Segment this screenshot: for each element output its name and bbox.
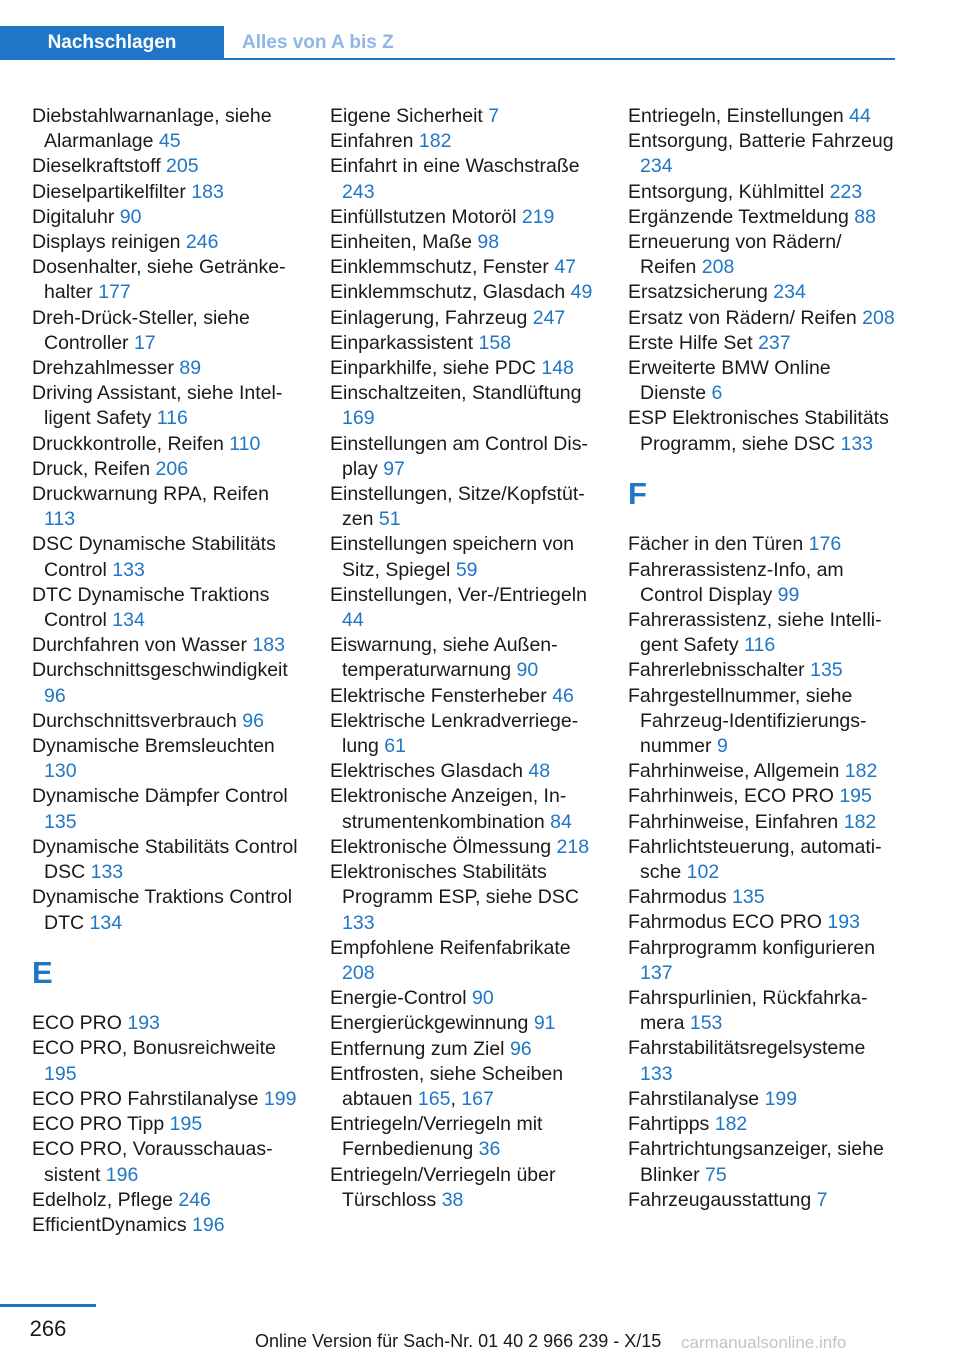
entry-term: Fächer in den Türen (628, 533, 804, 556)
page-link[interactable]: 133 (840, 432, 874, 455)
page-link[interactable]: 90 (119, 205, 142, 228)
index-entry (330, 1011, 602, 1036)
tab-alles-von-a-bis-z[interactable]: Alles von A bis Z (242, 32, 394, 53)
page-link[interactable]: 199 (263, 1087, 297, 1110)
page-number: 266 (29, 1316, 67, 1341)
index-entry (330, 129, 602, 154)
page-link[interactable]: 158 (478, 331, 512, 354)
page-link[interactable]: 49 (570, 281, 593, 304)
index-entry (330, 684, 602, 709)
index-entry (330, 1112, 602, 1162)
page-link[interactable]: 193 (827, 911, 860, 934)
index-entry (32, 1087, 304, 1112)
page-link[interactable]: 88 (854, 205, 876, 228)
index-entry (628, 1036, 900, 1086)
index-entry (628, 810, 900, 835)
index-entry (330, 432, 602, 482)
entry-term: Elektronische Anzeigen, Instrumentenkombination (330, 785, 567, 833)
index-entry (628, 230, 900, 280)
index-entry (628, 532, 900, 557)
index-entry (32, 709, 304, 734)
page-link[interactable]: 246 (185, 231, 219, 254)
page-link[interactable]: 137 (640, 961, 673, 984)
page-link[interactable]: 182 (843, 810, 877, 833)
index-entry (330, 835, 602, 860)
entry-term: Empfohlene Reifenfabrikate (330, 936, 571, 959)
entry-term: Dynamische Dämpfer Control (32, 785, 288, 808)
page-link[interactable]: 234 (640, 155, 673, 178)
index-entry (628, 406, 900, 456)
entry-term: Einfahren (330, 130, 414, 153)
entry-term: Einstellungen, Ver-/Entriegeln (330, 583, 587, 606)
entry-term: Entfernung zum Ziel (330, 1037, 505, 1060)
index-entry (32, 583, 304, 633)
index-entry (32, 1112, 304, 1137)
index-entry (32, 835, 304, 885)
index-entry (330, 306, 602, 331)
entry-term: Elektrische Lenkradverriegelung (330, 709, 579, 758)
index-entry (32, 205, 304, 230)
page-link[interactable]: 36 (478, 1138, 501, 1161)
entry-term: Dynamische Traktions Control DTC (32, 886, 293, 934)
entry-term: Fahrlichtsteuerung, automatische (628, 835, 882, 884)
index-entry (628, 684, 900, 760)
entry-term: Fahrstabilitätsregelsysteme (628, 1037, 866, 1060)
entry-term: Eigene Sicherheit (330, 105, 483, 127)
index-entry (628, 658, 900, 683)
entry-term: Durchschnittsgeschwindigkeit (32, 659, 288, 682)
entry-term: Entriegeln, Einstellungen (628, 105, 844, 127)
index-entry (32, 1036, 304, 1086)
tab-nachschlagen[interactable]: Nachschlagen (0, 26, 224, 60)
page-link[interactable]: 97 (383, 457, 405, 480)
page-link[interactable]: 96 (44, 684, 66, 707)
entry-term: Dieselkraftstoff (32, 155, 161, 178)
page-link[interactable]: 102 (686, 861, 720, 884)
index-entry (628, 205, 900, 230)
index-entry (330, 784, 602, 834)
index-entry (628, 1112, 900, 1137)
page-link[interactable]: 96 (242, 709, 264, 732)
page-link[interactable]: 176 (808, 533, 842, 556)
entry-term: Dieselpartikelfilter (32, 180, 186, 203)
entry-term: Fahrzeugausstattung (628, 1188, 812, 1211)
entry-term: Druck, Reifen (32, 457, 151, 480)
index-entry (628, 759, 900, 784)
entry-term: ESP Elektronisches Stabilitäts Programm, siehe DSC (628, 407, 889, 455)
page-link[interactable]: 133 (640, 1062, 673, 1085)
page-link[interactable]: 17 (133, 331, 156, 354)
index-entry (330, 986, 602, 1011)
entry-term: ECO PRO, Vorausschauassistent (32, 1138, 273, 1186)
entry-term: Ersatz von Rädern/ Reifen (628, 306, 857, 329)
page-link[interactable]: 135 (810, 659, 843, 682)
index-entry (330, 1037, 602, 1062)
index-entry (32, 658, 304, 708)
page-link[interactable]: 135 (44, 810, 77, 833)
entry-term: Ergänzende Textmeldung (628, 205, 849, 228)
page-link[interactable]: 44 (849, 105, 871, 127)
section-letter: E (32, 955, 53, 991)
page-link[interactable]: 89 (179, 357, 202, 380)
entry-term: ECO PRO Fahrstilanalyse (32, 1087, 259, 1110)
entry-term: Fahrhinweise, Einfahren (628, 810, 839, 833)
entry-term: Displays reinigen (32, 231, 181, 254)
entry-term: Einparkassistent (330, 331, 474, 354)
entry-term: Fahrprogramm konfigurieren (628, 936, 876, 959)
index-entry (32, 1188, 304, 1213)
entry-term: DTC Dynamische Traktions Control (32, 583, 270, 632)
page-link[interactable]: 218 (556, 835, 590, 858)
index-entry (628, 784, 900, 809)
entry-term: Edelholz, Pflege (32, 1188, 173, 1211)
index-entry (32, 230, 304, 255)
entry-term: Eiswarnung, siehe Außentemperaturwarnung (330, 634, 558, 682)
index-entry (32, 306, 304, 356)
entry-term: Digitaluhr (32, 205, 115, 228)
page-link[interactable]: 165 (417, 1087, 451, 1110)
index-entry (330, 860, 602, 936)
index-entry (628, 306, 900, 331)
page-link[interactable]: 243 (342, 180, 375, 203)
index-entry (628, 558, 900, 608)
index-entry (32, 180, 304, 205)
page-link[interactable]: 90 (472, 987, 494, 1010)
entry-term: Erneuerung von Rädern/ Reifen (628, 231, 842, 279)
page-link[interactable]: 84 (550, 810, 572, 833)
watermark: carmanualsonline.info (681, 1333, 847, 1352)
entry-term: Entsorgung, Batterie Fahrzeug (628, 130, 894, 153)
index-entry (330, 356, 602, 381)
entry-term: Fahrerassistenz, siehe Intelligent Safety (628, 609, 882, 657)
entry-term: Druckwarnung RPA, Reifen (32, 483, 269, 506)
page-link[interactable]: 169 (342, 407, 375, 430)
page-link[interactable]: 113 (44, 508, 76, 531)
entry-term: ECO PRO (32, 1012, 122, 1035)
entry-term: Fahrspurlinien, Rückfahrkamera (628, 987, 868, 1035)
page-link[interactable]: 116 (156, 407, 188, 430)
page-link[interactable]: 44 (342, 609, 364, 632)
page-link[interactable]: 182 (844, 760, 878, 783)
entry-term: Fahrerassistenz-Info, am Control Display (628, 558, 844, 606)
index-entry (628, 1087, 900, 1112)
index-entry (330, 205, 602, 230)
entry-term: Fahrhinweise, Allgemein (628, 760, 840, 783)
page-link[interactable]: 183 (252, 634, 285, 657)
index-entry (32, 356, 304, 381)
entry-term: Fahrtipps (628, 1113, 710, 1136)
index-entry (32, 154, 304, 179)
page-link[interactable]: 134 (89, 911, 123, 934)
index-entry (628, 104, 900, 129)
page-link[interactable]: 208 (701, 256, 735, 279)
entry-term: Driving Assistant, siehe Intelligent Safety (32, 382, 283, 430)
entry-term: Einstellungen, Sitze/Kopfstützen (330, 483, 585, 531)
page-link[interactable]: 135 (732, 886, 765, 909)
page-link[interactable]: 219 (521, 205, 555, 228)
page-link[interactable]: 98 (477, 231, 500, 254)
index-entry (32, 1011, 304, 1036)
index-entry (330, 230, 602, 255)
index-entry (330, 583, 602, 633)
index-entry (628, 885, 900, 910)
entry-term: Energierückgewinnung (330, 1012, 529, 1035)
entry-term: Dynamische Stabilitäts Control DSC (32, 835, 298, 884)
page-link[interactable]: 246 (178, 1188, 211, 1211)
entry-term: Entsorgung, Kühlmittel (628, 180, 825, 203)
page-link[interactable]: 116 (744, 634, 776, 657)
page-link[interactable]: 96 (509, 1037, 532, 1060)
page-link[interactable]: 7 (488, 105, 500, 127)
index-column-2 (330, 104, 602, 1213)
page-link[interactable]: 153 (689, 1012, 723, 1035)
index-entry (628, 331, 900, 356)
page-link[interactable]: 90 (516, 659, 539, 682)
page-link[interactable]: 59 (455, 558, 478, 581)
page-link[interactable]: 223 (829, 180, 863, 203)
page-link[interactable]: 6 (711, 382, 723, 405)
index-entry (32, 532, 304, 582)
page-link[interactable]: 130 (44, 760, 77, 783)
index-entry (32, 1137, 304, 1187)
entry-term: Entfrosten, siehe Scheiben abtauen (330, 1062, 564, 1110)
page-link[interactable]: 237 (758, 331, 791, 354)
index-entry (330, 280, 602, 305)
page-link[interactable]: 167 (461, 1087, 494, 1110)
index-entry (330, 482, 602, 532)
entry-term: Fahrhinweis, ECO PRO (628, 785, 834, 808)
entry-term: Erweiterte BMW Online Dienste (628, 357, 831, 405)
page-link[interactable]: 75 (705, 1163, 727, 1186)
index-entry (32, 784, 304, 834)
index-entry (330, 936, 602, 986)
page-link[interactable]: 196 (105, 1163, 139, 1186)
page-link[interactable]: 61 (384, 735, 406, 758)
page-link[interactable]: 9 (716, 735, 728, 758)
entry-term: Elektronisches Stabilitäts Programm ESP, siehe DSC (330, 861, 579, 909)
index-entry (628, 1188, 900, 1213)
entry-term: Einstellungen speichern von Sitz, Spiegel (330, 533, 574, 581)
entry-term: Drehzahlmesser (32, 357, 174, 380)
page-link[interactable]: 208 (862, 306, 895, 329)
index-entry (628, 936, 900, 986)
index-entry (32, 633, 304, 658)
entry-term: Erste Hilfe Set (628, 331, 753, 354)
entry-term: Einfahrt in eine Waschstraße (330, 155, 580, 178)
entry-term: Einparkhilfe, siehe PDC (330, 357, 536, 380)
entry-term: Elektrische Fensterheber (330, 684, 547, 707)
entry-term: ECO PRO, Bonusreichweite (32, 1037, 276, 1060)
index-entry (32, 255, 304, 305)
page-link[interactable]: 133 (112, 558, 145, 581)
header-rule (224, 58, 895, 60)
page-number-rule (0, 1304, 96, 1307)
page-link[interactable]: 99 (777, 583, 800, 606)
page-link[interactable]: 195 (44, 1062, 77, 1085)
index-entry (628, 280, 900, 305)
page-link[interactable]: 177 (98, 281, 131, 304)
page-link[interactable]: 206 (155, 457, 189, 480)
index-entry (330, 381, 602, 431)
page-link[interactable]: 133 (342, 911, 375, 934)
index-entry (628, 986, 900, 1036)
entry-term: Fahrstilanalyse (628, 1087, 760, 1110)
page-link[interactable]: 110 (229, 432, 261, 455)
entry-term: DSC Dynamische Stabilitäts Control (32, 533, 276, 581)
index-entry (628, 180, 900, 205)
page-link[interactable]: 183 (191, 180, 224, 203)
index-entry (628, 835, 900, 885)
entry-term: Fahrmodus ECO PRO (628, 911, 822, 934)
page-link[interactable]: 196 (192, 1213, 225, 1236)
index-entry (32, 1213, 304, 1238)
index-entry (330, 331, 602, 356)
entry-term: Entriegeln/Verriegeln über Türschloss (330, 1163, 556, 1211)
page-link[interactable]: 38 (441, 1188, 464, 1211)
index-entry (330, 255, 602, 280)
index-entry (628, 608, 900, 658)
page-header (0, 26, 895, 60)
entry-term: Einstellungen am Control Display (330, 432, 588, 480)
page-link[interactable]: 48 (528, 760, 551, 783)
entry-term: Einklemmschutz, Glasdach (330, 281, 566, 304)
index-entry (330, 1163, 602, 1213)
index-entry (32, 482, 304, 532)
page-link[interactable]: 91 (533, 1012, 556, 1035)
page-link[interactable]: 234 (773, 281, 806, 304)
entry-term: Elektrisches Glasdach (330, 760, 523, 783)
entry-term: Fahrtrichtungsanzeiger, siehe Blinker (628, 1138, 884, 1186)
page-link[interactable]: 45 (158, 130, 181, 153)
index-entry (32, 457, 304, 482)
page-link[interactable]: 208 (342, 961, 375, 984)
entry-term: Elektronische Ölmessung (330, 835, 552, 858)
page-link[interactable]: 7 (816, 1188, 828, 1211)
entry-term: Diebstahlwarnanlage, siehe Alarmanlage (32, 105, 272, 153)
page-link[interactable]: 247 (532, 306, 566, 329)
index-entry (32, 432, 304, 457)
page-link[interactable]: 182 (714, 1113, 748, 1136)
index-entry (628, 129, 900, 179)
online-version-note: Online Version für Sach-Nr. 01 40 2 966 239 - X/15 (255, 1331, 662, 1351)
page-link[interactable]: 133 (90, 861, 124, 884)
page-link[interactable]: 205 (166, 155, 199, 178)
entry-term: Dynamische Bremsleuchten (32, 735, 275, 758)
page-link[interactable]: 47 (554, 256, 577, 279)
index-column-3 (628, 104, 900, 1213)
entry-term: Fahrgestellnummer, siehe Fahrzeug-Identifizierungsnummer (628, 684, 867, 758)
section-letter: F (628, 476, 647, 512)
entry-term: Durchfahren von Wasser (32, 634, 247, 657)
entry-term: Einlagerung, Fahrzeug (330, 306, 528, 329)
entry-term: Dosenhalter, siehe Getränkehalter (32, 256, 286, 304)
index-entry (628, 356, 900, 406)
page-link[interactable]: 195 (839, 785, 872, 808)
entry-term: ECO PRO Tipp (32, 1113, 165, 1136)
entry-term: Fahrerlebnisschalter (628, 659, 805, 682)
entry-term: Entriegeln/Verriegeln mit Fernbedienung (330, 1113, 543, 1161)
entry-term: Fahrmodus (628, 886, 727, 909)
entry-term: Ersatzsicherung (628, 281, 768, 304)
index-entry (330, 759, 602, 784)
page-link[interactable]: 51 (378, 508, 401, 531)
index-entry (32, 104, 304, 154)
index-entry (330, 104, 602, 129)
page-link[interactable]: 195 (169, 1113, 203, 1136)
entry-term: Einfüllstutzen Motoröl (330, 205, 517, 228)
page-link[interactable]: 182 (418, 130, 452, 153)
entry-term: Druckkontrolle, Reifen (32, 432, 224, 455)
index-entry (330, 709, 602, 759)
page-link[interactable]: 134 (112, 609, 145, 632)
index-entry (32, 381, 304, 431)
entry-term: Durchschnittsverbrauch (32, 709, 237, 732)
entry-term: Einschaltzeiten, Standlüftung (330, 382, 582, 405)
page-link[interactable]: 193 (127, 1012, 160, 1035)
index-entry (32, 885, 304, 935)
entry-term: Dreh-Drück-Steller, siehe Controller (32, 306, 250, 354)
index-entry (628, 1137, 900, 1187)
page-link[interactable]: 148 (541, 357, 574, 380)
index-entry (330, 532, 602, 582)
index-entry (32, 734, 304, 784)
page-link[interactable]: 199 (764, 1087, 798, 1110)
index-entry (330, 154, 602, 204)
entry-term: Einheiten, Maße (330, 231, 472, 254)
entry-term: EfficientDynamics (32, 1213, 187, 1236)
index-column-1 (32, 104, 304, 1238)
entry-term: Einklemmschutz, Fenster (330, 256, 549, 279)
index-entry: Entfrosten, siehe Scheiben abtauen 165, 167 (330, 1062, 564, 1110)
index-entry (330, 633, 602, 683)
entry-term: Energie-Control (330, 987, 467, 1010)
index-entry (628, 910, 900, 935)
page-link[interactable]: 46 (552, 684, 574, 707)
